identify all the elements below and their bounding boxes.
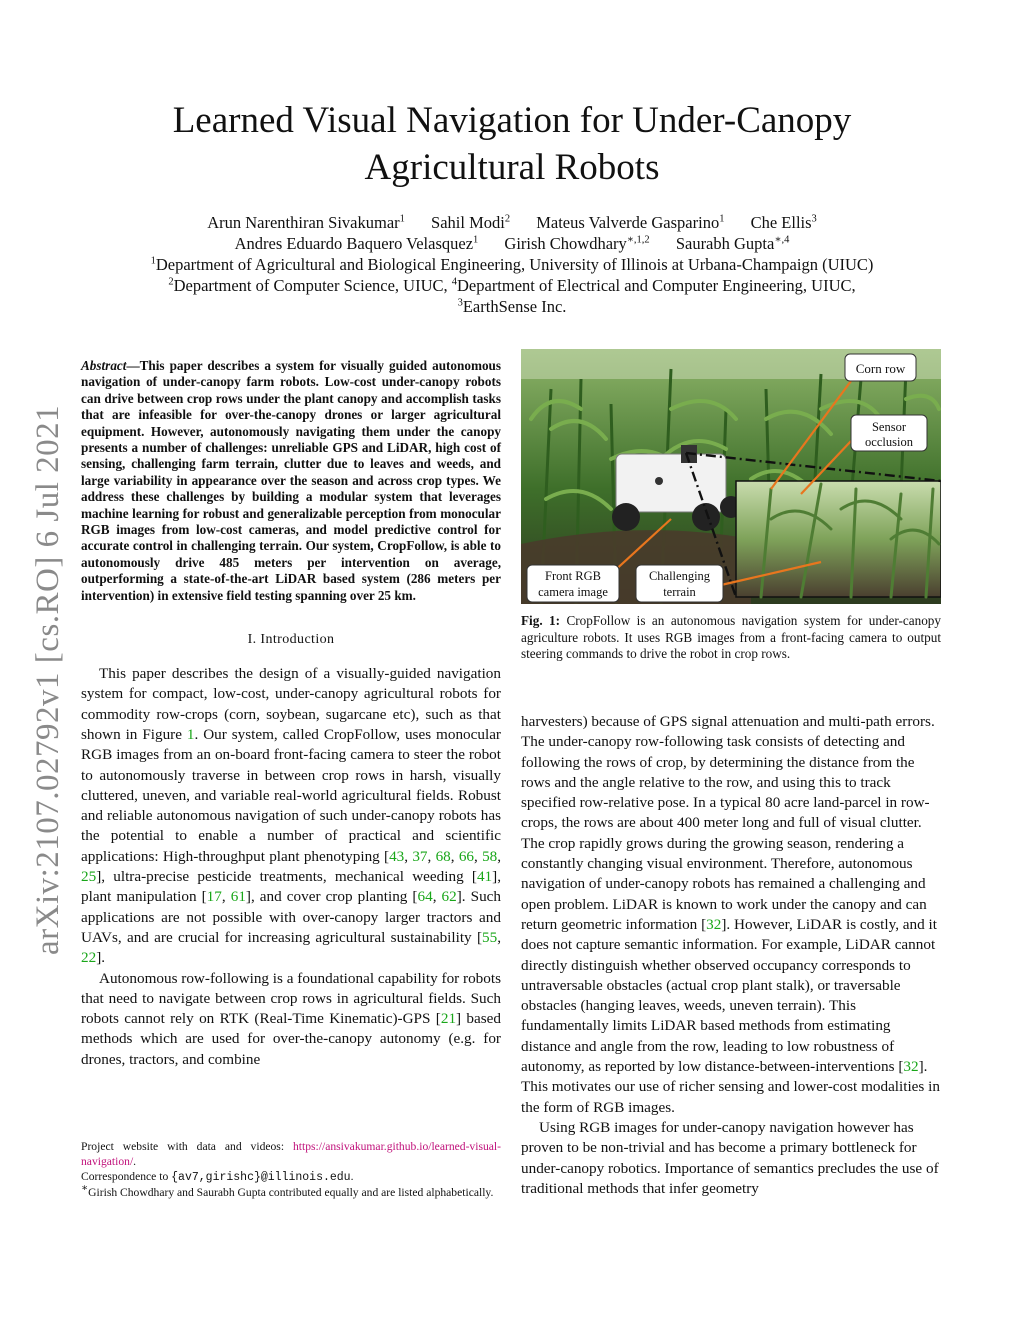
citation-link[interactable]: 61: [230, 888, 246, 906]
author-name: Che Ellis: [750, 213, 812, 232]
text-run: Autonomous row-following is a foundational capability for robots that need to navigate between crop rows in agricultural fields. Such robots cannot rely on RTK (Real-Time Kinematic)-GPS [: [81, 969, 501, 1028]
affiliation-line-2: [80, 275, 944, 296]
affiliation-line-1: [80, 254, 944, 275]
author-name: Mateus Valverde Gasparino: [536, 213, 720, 232]
correspondence-email: {av7,girishc}@illinois.edu: [171, 1171, 351, 1184]
citation-link[interactable]: 25: [81, 868, 97, 886]
text-run: harvesters) because of GPS signal attenuation and multi-path errors. The under-canopy row-following task consists of detecting and following the rows of crop, by determining the distance from the rows and the angle relative to the row, and using this to track specified row-relative pose. In a typical 80 acre land-parcel in row-crops, the rows are about 400 meter long and full of visual clutter. The crop rapidly grows during the growing season, rendering a constantly changing visual environment. Therefore, autonomous navigation of under-canopy robots has remained a challenging and open problem. LiDAR is known to work under the canopy and can return geometric information [: [521, 713, 935, 933]
text-run: Project website with data and videos:: [81, 1140, 293, 1153]
arxiv-stamp: arXiv:2107.02792v1 [cs.RO] 6 Jul 2021: [30, 404, 66, 955]
footnote-equal-contribution: [81, 1185, 501, 1200]
text-run: ], plant manipulation [: [81, 868, 501, 906]
footnote-project: [81, 1139, 501, 1169]
text-run: Girish Chowdhary and Saurabh Gupta contributed equally and are listed alphabetically.: [88, 1186, 494, 1199]
affiliation-text: EarthSense Inc.: [462, 297, 567, 316]
text-run: ]. This motivates our use of richer sensing and lower-cost modalities in the form of RGB images.: [521, 1058, 940, 1116]
affiliation-sup: 4: [451, 276, 457, 288]
affiliation-sup: 3: [457, 297, 463, 309]
citation-link[interactable]: 32: [903, 1058, 919, 1076]
author-sup: 1: [719, 213, 725, 225]
abstract-text: —This paper describes a system for visually guided autonomous navigation of under-canopy farm robots. Low-cost under-canopy robots can drive between crop rows under the plant canopy and accomplish tasks that are infeasible for over-the-canopy drones or larger agricultural equipment. However, autonomously navigating them under the canopy presents a number of challenges: unreliable GPS and LiDAR, high cost of sensing, challenging farm terrain, clutter due to leaves and weeds, and large variability in appearance over the season and across crop types. We address these challenges by building a modular system that leverages machine learning for robust and generalizable perception from monocular RGB images from low-cost cameras, and model predictive control for accurate control in challenging terrain. Our system, CropFollow, is able to autonomously drive 485 meters per intervention on average, outperforming a state-of-the-art LiDAR based system (286 meters per intervention) in extensive field testing spanning over 25 km.: [81, 358, 501, 603]
label-front-line2: camera image: [538, 585, 608, 599]
author-name: Andres Eduardo Baquero Velasquez: [234, 234, 474, 253]
citation-link[interactable]: 64: [417, 888, 433, 906]
abstract: [81, 358, 501, 604]
intro-paragraph-1: This paper describes the design of a visually-guided navigation system for compact, low-cost, under-canopy agricultural robots for commodity row-crops (corn, soybean, sugarcane etc), such as that shown in Figure 1. Our system, called CropFollow, uses monocular RGB images from an on-board front-facing camera to steer the robot to autonomously traverse in between crop rows in harsh, visually cluttered, uneven, and variable real-world agricultural fields. Robust and reliable autonomous navigation of such under-canopy robots has the potential to enable a number of practical and scientific applications: High-throughput plant phenotyping [43, 37, 68, 66, 58, 25], ultra-precise pesticide treatments, mechanical weeding [41], plant manipulation [17, 61], and cover crop planting [64, 62]. Such applications are not possible with over-canopy larger tractors and UAVs, and are crucial for increasing agricultural sustainability [55, 22].: [81, 665, 502, 967]
citation-link[interactable]: 32: [706, 915, 722, 933]
citation-link[interactable]: 21: [440, 1010, 457, 1028]
author-sup: ∗,4: [774, 234, 790, 246]
footnote-correspondence: [81, 1169, 501, 1185]
affiliation-line-3: [80, 296, 944, 317]
caption-text: CropFollow is an autonomous navigation system for under-canopy agriculture robots. It uses RGB images from a front-facing camera to output steering commands to drive the robot in crop rows.: [521, 613, 941, 662]
affiliation-sup: 1: [150, 255, 156, 267]
label-corn-row-text: Corn row: [855, 361, 906, 376]
figure-1: [521, 349, 941, 604]
citation-link[interactable]: 37: [412, 847, 428, 865]
affiliation-sup: 2: [168, 276, 174, 288]
author-name: Sahil Modi: [431, 213, 505, 232]
author-row-2: [80, 233, 944, 254]
affiliation-text: Department of Agricultural and Biological Engineering, University of Illinois at Urbana-Champaign (UIUC): [155, 255, 874, 274]
text-run: ].: [96, 949, 106, 967]
author-sup: ∗,1,2: [626, 234, 650, 246]
title-line-2: Agricultural Robots: [364, 147, 660, 188]
label-terrain-line2: terrain: [663, 585, 696, 599]
label-sensor-line1: Sensor: [871, 420, 907, 434]
citation-link[interactable]: 55: [482, 928, 498, 946]
label-front-line1: Front RGB: [545, 569, 601, 583]
footnote-sup: ∗: [81, 1183, 89, 1195]
title-line-1: Learned Visual Navigation for Under-Canopy: [172, 100, 852, 141]
text-run: .: [133, 1155, 137, 1168]
affiliation-text: Department of Computer Science, UIUC,: [173, 276, 452, 295]
abstract-label: Abstract: [81, 358, 127, 373]
author-row-1: [80, 212, 944, 233]
author-block: [80, 212, 944, 317]
citation-link[interactable]: 62: [441, 888, 457, 906]
label-sensor-line2: occlusion: [865, 435, 913, 449]
author-sup: 3: [811, 213, 817, 225]
label-sensor-occlusion: [851, 415, 927, 451]
citation-link[interactable]: 41: [476, 868, 493, 886]
author-sup: 1: [473, 234, 479, 246]
text-run: Correspondence to: [81, 1170, 172, 1183]
figure-1-caption: [521, 613, 941, 663]
text-run: ] based methods which are used for over-the-canopy autonomy (e.g. for drones, tractors, and combine: [81, 1010, 502, 1068]
footnotes: [81, 1139, 501, 1200]
figure-1-illustration: [521, 349, 941, 604]
citation-link[interactable]: 66: [458, 847, 474, 865]
left-column: [81, 358, 501, 1070]
intro-paragraph-2: [81, 969, 501, 1070]
figure-ref-link[interactable]: 1: [186, 725, 195, 743]
citation-link[interactable]: 43: [389, 847, 405, 865]
text-run: ]. Such applications are not possible with over-canopy larger tractors and UAVs, and are crucial for increasing agricultural sustainability [: [81, 888, 502, 946]
text-run: ]. However, LiDAR is costly, and it does not capture semantic information. For example, LiDAR cannot directly distinguish whether observed occupancy corresponds to untraversable obstacles (actual crop plant stalk), or traversable obstacles (hanging leaves, weeds, uneven terrain). This fundamentally limits LiDAR based methods from estimating distance and angle from the row, leading to low robustness of autonomy, as reported by low distance-between-interventions [: [521, 915, 937, 1076]
author-name: Arun Narenthiran Sivakumar: [207, 213, 400, 232]
affiliation-text: Department of Electrical and Computer Engineering, UIUC,: [457, 276, 856, 295]
citation-link[interactable]: 58: [482, 847, 498, 865]
author-sup: 1: [399, 213, 405, 225]
paper-title: [80, 97, 944, 191]
label-challenging-terrain: [636, 565, 723, 602]
author-name: Saurabh Gupta: [675, 234, 775, 253]
right-paragraph-1: [521, 712, 941, 1118]
caption-label: Fig. 1:: [521, 613, 561, 628]
author-name: Girish Chowdhary: [504, 234, 627, 253]
project-website-link[interactable]: https://ansivakumar.github.io/learned-visual-navigation/: [81, 1140, 501, 1168]
citation-link[interactable]: 68: [435, 847, 451, 865]
text-run: ], ultra-precise pesticide treatments, mechanical weeding [: [96, 868, 477, 886]
right-paragraph-2: Using RGB images for under-canopy navigation however has proven to be non-trivial and has become a primary bottleneck for under-canopy robotics. Importance of semantics precludes the use of traditional methods that infer geometry: [521, 1118, 939, 1197]
text-run: .: [350, 1170, 354, 1183]
author-sup: 2: [504, 213, 511, 225]
section-heading: I. Introduction: [247, 632, 335, 648]
right-column: [521, 712, 941, 1199]
label-corn-row: [845, 354, 916, 381]
citation-link[interactable]: 22: [81, 949, 97, 967]
text-run: ], and cover crop planting [: [245, 888, 418, 906]
text-run: This paper describes the design of a visually-guided navigation system for compact, low-cost, under-canopy agricultural robots for commodity row-crops (corn, soybean, sugarcane etc), such as that shown in Figure: [81, 665, 501, 743]
citation-link[interactable]: 17: [206, 888, 222, 906]
text-run: . Our system, called CropFollow, uses monocular RGB images from an on-board front-facing camera to steer the robot to autonomously traverse in between crop rows in harsh, visually cluttered, uneven, and variable real-world agricultural fields. Robust and reliable autonomous navigation of such under-canopy robots has the potential to enable a number of practical and scientific applications: High-throughput plant phenotyping [: [81, 725, 501, 865]
label-terrain-line1: Challenging: [648, 569, 711, 583]
label-front-rgb: [527, 565, 619, 602]
